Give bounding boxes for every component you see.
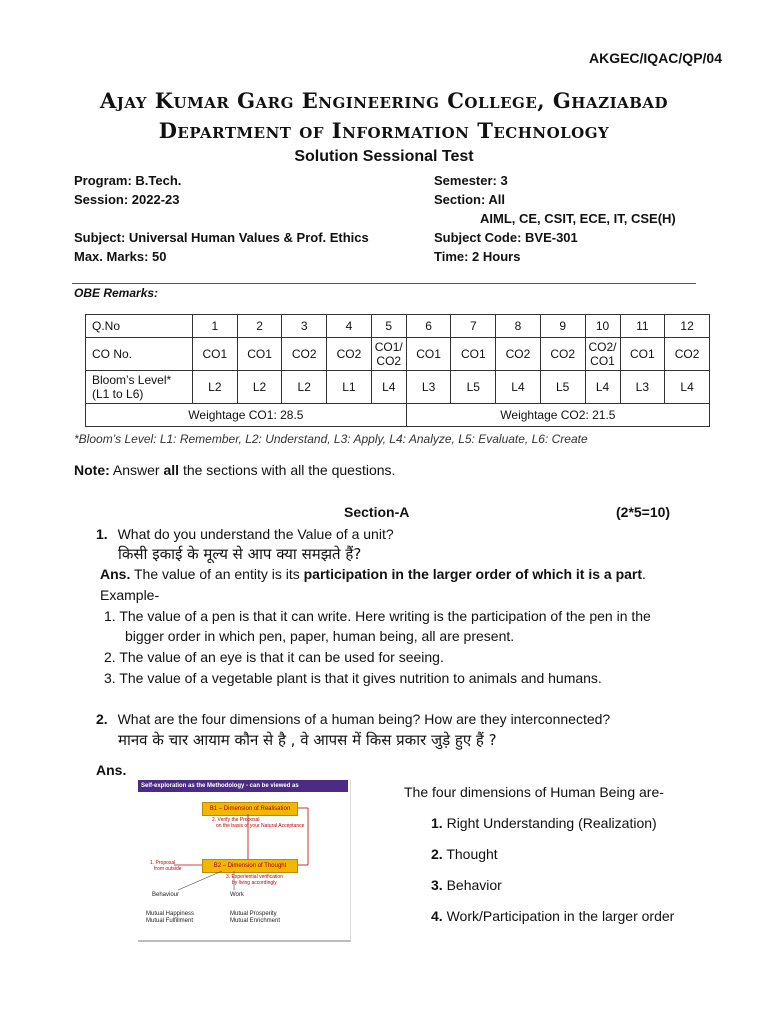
dimensions-diagram (138, 780, 351, 942)
qno-cell: 2 (237, 315, 282, 338)
row-label: Q.No (86, 315, 193, 338)
dimension-item-4 (431, 906, 674, 926)
qno-cell: 1 (193, 315, 238, 338)
row-label: Bloom’s Level* (L1 to L6) (86, 371, 193, 404)
example-item-3: 3. The value of a vegetable plant is that it gives nutrition to animals and humans. (104, 670, 602, 686)
item-num: 4. (431, 908, 443, 924)
section-a-title: Section-A (344, 504, 410, 520)
question-text: What are the four dimensions of a human being? How are they interconnected? (117, 711, 611, 727)
answer-post: . (642, 566, 646, 582)
qno-cell: 5 (371, 315, 406, 338)
note-bold: all (163, 462, 180, 478)
meta-left (74, 171, 181, 209)
item-text: Thought (446, 846, 498, 862)
qno-cell: 7 (451, 315, 496, 338)
answer-pre: The value of an entity is its (130, 566, 304, 582)
mh-line-2: Mutual Fulfillment (146, 918, 194, 924)
b1-box: B1 – Dimension of Realisation (202, 802, 298, 816)
proposal-line-2: from outside (154, 866, 182, 872)
section-a-marks: (2*5=10) (616, 504, 671, 520)
table-row-weightage (86, 404, 710, 427)
bloom-cell: L4 (371, 371, 406, 404)
dimension-item-1 (431, 813, 657, 833)
mutual-prosperity (230, 911, 280, 925)
time: Time: 2 Hours (434, 249, 521, 264)
section: Section: All (434, 192, 506, 207)
bloom-cell: L5 (540, 371, 585, 404)
bloom-cell: L3 (406, 371, 451, 404)
verify-line-2: on the basis of your Natural Acceptance (216, 823, 305, 829)
document-subtitle: Solution Sessional Test (294, 148, 474, 165)
question-2 (96, 709, 610, 729)
example-label: Example- (100, 587, 160, 603)
bloom-cell: L2 (193, 371, 238, 404)
dimensions-intro: The four dimensions of Human Being are- (404, 784, 664, 800)
item-text: Right Understanding (Realization) (446, 815, 657, 831)
obe-table (85, 314, 710, 427)
session: Session: 2022-23 (74, 192, 180, 207)
mp-line-2: Mutual Enrichment (230, 918, 281, 924)
table-row-co (86, 338, 710, 371)
divider (72, 283, 696, 284)
bloom-cell: L5 (451, 371, 496, 404)
mutual-happiness (146, 911, 194, 925)
table-row-qno (86, 315, 710, 338)
bloom-cell: L1 (327, 371, 372, 404)
answer-label: Ans. (100, 566, 131, 582)
question-2-hindi: मानव के चार आयाम कौन से है , वे आपस में किस प्रकार जुड़े हुए हैं ? (118, 731, 497, 749)
work-label: Work (230, 892, 244, 898)
college-name: Ajay Kumar Garg Engineering College, Ghaziabad (99, 88, 669, 113)
semester: Semester: 3 (434, 173, 508, 188)
answer-bold: participation in the larger order of which it is a part (303, 566, 643, 582)
branches: AIML, CE, CSIT, ECE, IT, CSE(H) (480, 211, 676, 226)
row-label: CO No. (86, 338, 193, 371)
bloom-cell: L3 (620, 371, 665, 404)
note-post: the sections with all the questions. (179, 462, 396, 478)
experiential-line-2: by living accordingly (232, 880, 277, 886)
qno-cell: 3 (282, 315, 327, 338)
meta-left-2 (74, 228, 369, 266)
note-label: Note: (74, 462, 110, 478)
co-cell: CO2 (665, 338, 710, 371)
diagram-title: Self-exploration as the Methodology - can be viewed as (138, 780, 348, 792)
obe-title: OBE Remarks: (74, 286, 159, 300)
bloom-cell: L4 (665, 371, 710, 404)
co-cell: CO2 (496, 338, 541, 371)
subject: Subject: Universal Human Values & Prof. Ethics (74, 230, 369, 245)
bloom-footnote: *Bloom’s Level: L1: Remember, L2: Understand, L3: Apply, L4: Analyze, L5: Evaluate, L6: Create (74, 432, 588, 446)
co-cell: CO1 (451, 338, 496, 371)
dimension-item-2 (431, 844, 498, 864)
co-cell: CO2 (540, 338, 585, 371)
co-cell: CO2/ CO1 (585, 338, 620, 371)
subject-code: Subject Code: BVE-301 (434, 230, 578, 245)
note-pre: Answer (109, 462, 164, 478)
item-text: Work/Participation in the larger order (446, 908, 675, 924)
verify-line-1: 2. Verify the Proposal (212, 817, 260, 823)
dimension-item-3 (431, 875, 502, 895)
bloom-cell: L4 (496, 371, 541, 404)
item-num: 1. (431, 815, 443, 831)
meta-right-2 (434, 228, 578, 266)
co-cell: CO2 (327, 338, 372, 371)
mp-line-1: Mutual Prosperity (230, 911, 277, 917)
max-marks: Max. Marks: 50 (74, 249, 167, 264)
program: Program: B.Tech. (74, 173, 182, 188)
co-cell: CO1 (620, 338, 665, 371)
document-code: AKGEC/IQAC/QP/04 (588, 50, 722, 66)
question-number: 1. (96, 526, 108, 542)
department-name: Department of Information Technology (158, 118, 610, 143)
qno-cell: 9 (540, 315, 585, 338)
answer-2-label: Ans. (96, 762, 127, 778)
co-cell: CO1 (237, 338, 282, 371)
behaviour-label: Behaviour (152, 892, 180, 898)
example-item-1-cont: bigger order in which pen, paper, human being, all are present. (125, 628, 515, 644)
answer-1 (100, 564, 646, 585)
weightage-co1: Weightage CO1: 28.5 (86, 404, 407, 427)
question-text: What do you understand the Value of a unit? (117, 526, 394, 542)
table-row-bloom (86, 371, 710, 404)
co-cell: CO1 (406, 338, 451, 371)
mh-line-1: Mutual Happiness (146, 911, 195, 917)
item-text: Behavior (446, 877, 502, 893)
co-cell: CO1/ CO2 (371, 338, 406, 371)
qno-cell: 12 (665, 315, 710, 338)
co-cell: CO1 (193, 338, 238, 371)
b2-box: B2 – Dimension of Thought (202, 859, 298, 873)
item-num: 3. (431, 877, 443, 893)
item-num: 2. (431, 846, 443, 862)
question-1 (96, 524, 394, 544)
example-item-2: 2. The value of an eye is that it can be used for seeing. (104, 649, 444, 665)
bloom-cell: L2 (282, 371, 327, 404)
qno-cell: 8 (496, 315, 541, 338)
question-1-hindi: किसी इकाई के मूल्य से आप क्या समझते हैं? (118, 545, 362, 563)
question-number: 2. (96, 711, 108, 727)
bloom-cell: L2 (237, 371, 282, 404)
proposal-line-1: 1. Proposal (150, 860, 176, 866)
note (74, 462, 395, 478)
co-cell: CO2 (282, 338, 327, 371)
example-item-1: 1. The value of a pen is that it can write. Here writing is the participation of the pen in the (104, 608, 651, 624)
qno-cell: 4 (327, 315, 372, 338)
qno-cell: 10 (585, 315, 620, 338)
qno-cell: 6 (406, 315, 451, 338)
bloom-cell: L4 (585, 371, 620, 404)
experiential-line-1: 3. Experiential verification (226, 874, 283, 880)
weightage-co2: Weightage CO2: 21.5 (406, 404, 709, 427)
qno-cell: 11 (620, 315, 665, 338)
meta-right (434, 171, 676, 228)
